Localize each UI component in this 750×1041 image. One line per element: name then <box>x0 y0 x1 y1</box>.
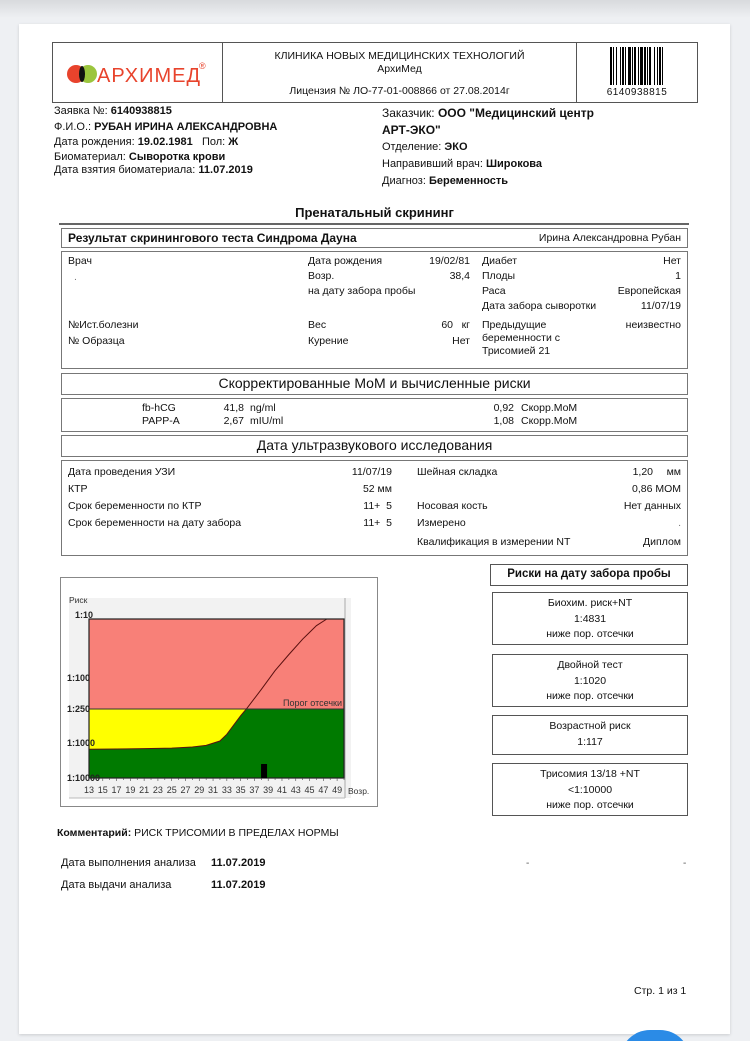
x-tick-label: 21 <box>139 785 150 795</box>
department-value: ЭКО <box>444 141 468 153</box>
x-tick-label: 45 <box>304 785 315 795</box>
sample-date-label: Дата взятия биоматериала: <box>54 163 196 176</box>
x-tick-label: 15 <box>97 785 108 795</box>
comment-value: РИСК ТРИСОМИИ В ПРЕДЕЛАХ НОРМЫ <box>134 827 339 839</box>
weight-label: Вес <box>308 319 327 331</box>
smoking-value: Нет <box>452 335 470 347</box>
x-tick-label: 33 <box>221 785 232 795</box>
fetuses-value: 1 <box>675 270 681 282</box>
nt-unit: мм <box>666 466 681 478</box>
risk-box <box>492 763 688 816</box>
analyte-unit: ng/ml <box>250 402 276 414</box>
ga-sample-value: 11+ 5 <box>363 517 392 529</box>
issued-date-label: Дата выдачи анализа <box>61 879 172 891</box>
y-tick-label: 1:250 <box>67 704 91 714</box>
mom-label: Скорр.МоМ <box>521 402 578 414</box>
department-label: Отделение: <box>382 141 442 153</box>
name-label: Ф.И.О.: <box>54 120 92 133</box>
clinic-info <box>223 43 577 102</box>
serum-date-label: Дата забора сыворотки <box>482 300 597 312</box>
screening-params-box <box>61 251 688 369</box>
analyte-name: PAPP-A <box>142 415 180 427</box>
biomaterial-line <box>54 151 277 164</box>
barcode-bar <box>663 47 665 85</box>
race-label: Раса <box>482 285 506 297</box>
x-tick-label: 19 <box>125 785 136 795</box>
result-title: Результат скринингового теста Синдрома Дауна <box>68 231 357 245</box>
title-divider <box>59 223 689 225</box>
doctor-value: Широкова <box>485 158 543 170</box>
department-line <box>382 139 594 156</box>
dob-value: 19.02.1981 <box>137 136 193 148</box>
prev-pregnancies-value: неизвестно <box>625 319 681 331</box>
customer-value: ООО "Медицинский центр <box>437 106 594 120</box>
us-date-value: 11/07/19 <box>351 466 392 478</box>
ga-crl-label: Срок беременности по КТР <box>68 500 202 512</box>
dash-1: - <box>526 858 530 869</box>
result-title-box <box>61 228 688 248</box>
svg-text:®: ® <box>198 60 206 71</box>
measured-value: . <box>678 517 681 529</box>
prev-pregnancies-label: Предыдущие <box>482 319 547 331</box>
comment-label: Комментарий: <box>57 827 132 839</box>
mom-label: Скорр.МоМ <box>521 415 578 427</box>
comment <box>57 827 339 839</box>
diabetes-label: Диабет <box>482 255 518 267</box>
customer-label: Заказчик: <box>382 106 435 120</box>
biomaterial-value: Сыворотка крови <box>128 150 226 163</box>
clinic-logo <box>53 43 223 102</box>
risk-status: ниже пор. отсечки <box>546 690 634 702</box>
x-tick-label: 41 <box>276 785 287 795</box>
nasal-bone-value: Нет данных <box>623 500 681 512</box>
x-tick-label: 39 <box>263 785 274 795</box>
measured-label: Измерено <box>417 517 466 529</box>
diagnosis-value: Беременность <box>428 175 509 187</box>
diagnosis-line <box>382 173 594 190</box>
risk-box <box>492 715 688 755</box>
ga-crl-value: 11+ 5 <box>363 500 392 512</box>
risk-name: Трисомия 13/18 +NT <box>540 768 640 780</box>
dob-label: Дата рождения: <box>54 136 135 148</box>
patient-marker <box>261 764 267 778</box>
diagnosis-label: Диагноз: <box>382 175 426 187</box>
dash-2: - <box>683 858 687 869</box>
order-number: 6140938815 <box>110 105 172 117</box>
nt-mom: 0,86 МОМ <box>631 483 681 495</box>
sex-label: Пол: <box>201 136 226 148</box>
issued-date-line <box>61 879 265 891</box>
nt-qualification-value: Диплом <box>643 536 681 548</box>
clinic-name: КЛИНИКА НОВЫХ МЕДИЦИНСКИХ ТЕХНОЛОГИЙ <box>274 50 525 62</box>
clinic-short-name: АрхиМед <box>377 63 422 75</box>
prev-pregnancies-label-3: Трисомией 21 <box>482 345 551 357</box>
name-line <box>54 120 277 136</box>
high-risk-zone <box>89 619 344 709</box>
us-date-label: Дата проведения УЗИ <box>68 466 176 478</box>
ga-sample-label: Срок беременности на дату забора <box>68 517 242 529</box>
age-value: 38,4 <box>449 270 470 282</box>
weight-unit: кг <box>461 319 470 331</box>
analyte-value: 41,8 <box>223 402 244 414</box>
x-tick-label: 47 <box>318 785 329 795</box>
x-tick-label: 43 <box>290 785 301 795</box>
weight-value: 60 <box>441 319 453 331</box>
document-page <box>19 24 730 1034</box>
age-label: Возр. <box>308 270 335 282</box>
nt-qualification-label: Квалификация в измерении NT <box>417 536 571 548</box>
ultrasound-title: Дата ультразвукового исследования <box>256 437 493 453</box>
crl-label: КТР <box>68 483 88 495</box>
dob-value: 19/02/81 <box>429 255 470 267</box>
x-tick-label: 49 <box>332 785 343 795</box>
y-tick-label: 1:10000 <box>67 773 101 783</box>
y-tick-label: 1:1000 <box>67 738 96 748</box>
risk-value: <1:10000 <box>567 783 613 796</box>
x-tick-label: 27 <box>180 785 191 795</box>
mom-value: 0,92 <box>493 402 514 414</box>
biomaterial-label: Биоматериал: <box>54 150 126 163</box>
x-axis-label: Возр. <box>348 786 370 796</box>
dob-line <box>54 135 277 151</box>
doctor-label: Направивший врач: <box>382 158 483 170</box>
mom-title-box <box>61 373 688 395</box>
smoking-label: Курение <box>308 335 349 347</box>
ultrasound-title-box <box>61 435 688 457</box>
mom-title: Скорректированные МоМ и вычисленные риски <box>218 375 531 391</box>
patient-name: РУБАН ИРИНА АЛЕКСАНДРОВНА <box>94 120 278 133</box>
cutoff-label: Порог отсечки <box>283 698 342 708</box>
customer-info <box>382 105 594 190</box>
risk-status: ниже пор. отсечки <box>546 628 634 640</box>
result-patient: Ирина Александровна Рубан <box>538 232 681 244</box>
nt-label: Шейная складка <box>417 466 498 478</box>
done-date-label: Дата выполнения анализа <box>61 857 196 869</box>
logo-text: АРХИМЕД <box>96 64 201 87</box>
y-axis-label: Риск <box>69 595 88 605</box>
done-date-value: 11.07.2019 <box>211 857 266 869</box>
risk-name: Двойной тест <box>557 659 623 671</box>
crl-value: 52 мм <box>362 483 392 495</box>
license: Лицензия № ЛО-77-01-008866 от 27.08.2014г <box>289 85 510 97</box>
y-tick-label: 1:100 <box>67 673 91 683</box>
race-value: Европейская <box>617 285 681 297</box>
doctor-label: Врач <box>68 255 92 267</box>
barcode-number: 6140938815 <box>606 87 668 98</box>
x-tick-label: 31 <box>208 785 219 795</box>
age-sub-label: на дату забора пробы <box>308 285 416 297</box>
risk-name: Возрастной риск <box>549 720 631 732</box>
nasal-bone-label: Носовая кость <box>417 500 488 512</box>
ultrasound-box <box>61 460 688 556</box>
x-tick-label: 25 <box>166 785 177 795</box>
history-label: №Ист.болезни <box>68 319 139 331</box>
risk-value: 1:4831 <box>573 612 607 625</box>
analyte-unit: mIU/ml <box>250 415 284 427</box>
risk-name: Биохим. риск+NT <box>547 597 633 609</box>
diabetes-value: Нет <box>663 255 681 267</box>
analyte-name: fb-hCG <box>142 402 176 414</box>
x-tick-label: 23 <box>152 785 163 795</box>
prev-pregnancies-label-2: беременности с <box>482 332 561 344</box>
order-label: Заявка №: <box>54 105 108 117</box>
mom-values-box <box>61 398 688 432</box>
barcode-block <box>577 43 697 102</box>
analyte-value: 2,67 <box>223 415 244 427</box>
customer-line-2 <box>382 122 594 139</box>
barcode <box>610 47 665 85</box>
y-tick-label: 1:10 <box>75 610 94 620</box>
order-line <box>54 104 277 120</box>
risk-chart-panel <box>60 577 378 807</box>
done-date-line <box>61 857 265 869</box>
age-risk-chart <box>61 578 377 806</box>
risk-box <box>492 592 688 645</box>
risks-title: Риски на дату забора пробы <box>490 564 688 586</box>
sample-date-line <box>54 164 277 177</box>
customer-line <box>382 105 594 122</box>
customer-value-2: АРТ-ЭКО" <box>382 123 441 137</box>
x-tick-label: 29 <box>194 785 205 795</box>
mom-value: 1,08 <box>493 415 514 427</box>
serum-date-value: 11/07/19 <box>640 300 681 312</box>
page-number: Стр. 1 из 1 <box>634 985 687 997</box>
dob-label: Дата рождения <box>308 255 383 267</box>
x-tick-label: 35 <box>235 785 246 795</box>
risk-value: 1:117 <box>577 735 603 748</box>
issued-date-value: 11.07.2019 <box>211 879 266 891</box>
doctor-line <box>382 156 594 173</box>
x-tick-label: 37 <box>249 785 260 795</box>
lab-header <box>52 42 698 103</box>
archimed-logo-icon <box>63 58 213 88</box>
x-tick-label: 13 <box>83 785 95 795</box>
risk-box <box>492 654 688 707</box>
risk-value: 1:1020 <box>573 674 607 687</box>
viewer-top-bar <box>0 0 750 18</box>
sample-no-label: № Образца <box>68 335 125 347</box>
report-title: Пренатальный скрининг <box>295 205 454 220</box>
fetuses-label: Плоды <box>482 270 516 282</box>
patient-info <box>54 104 277 177</box>
x-tick-label: 17 <box>111 785 122 795</box>
sex-value: Ж <box>228 136 239 148</box>
sample-date-value: 11.07.2019 <box>198 163 253 176</box>
doctor-value: . <box>74 271 77 283</box>
nt-value: 1,20 <box>632 466 653 478</box>
risk-status: ниже пор. отсечки <box>546 799 634 811</box>
